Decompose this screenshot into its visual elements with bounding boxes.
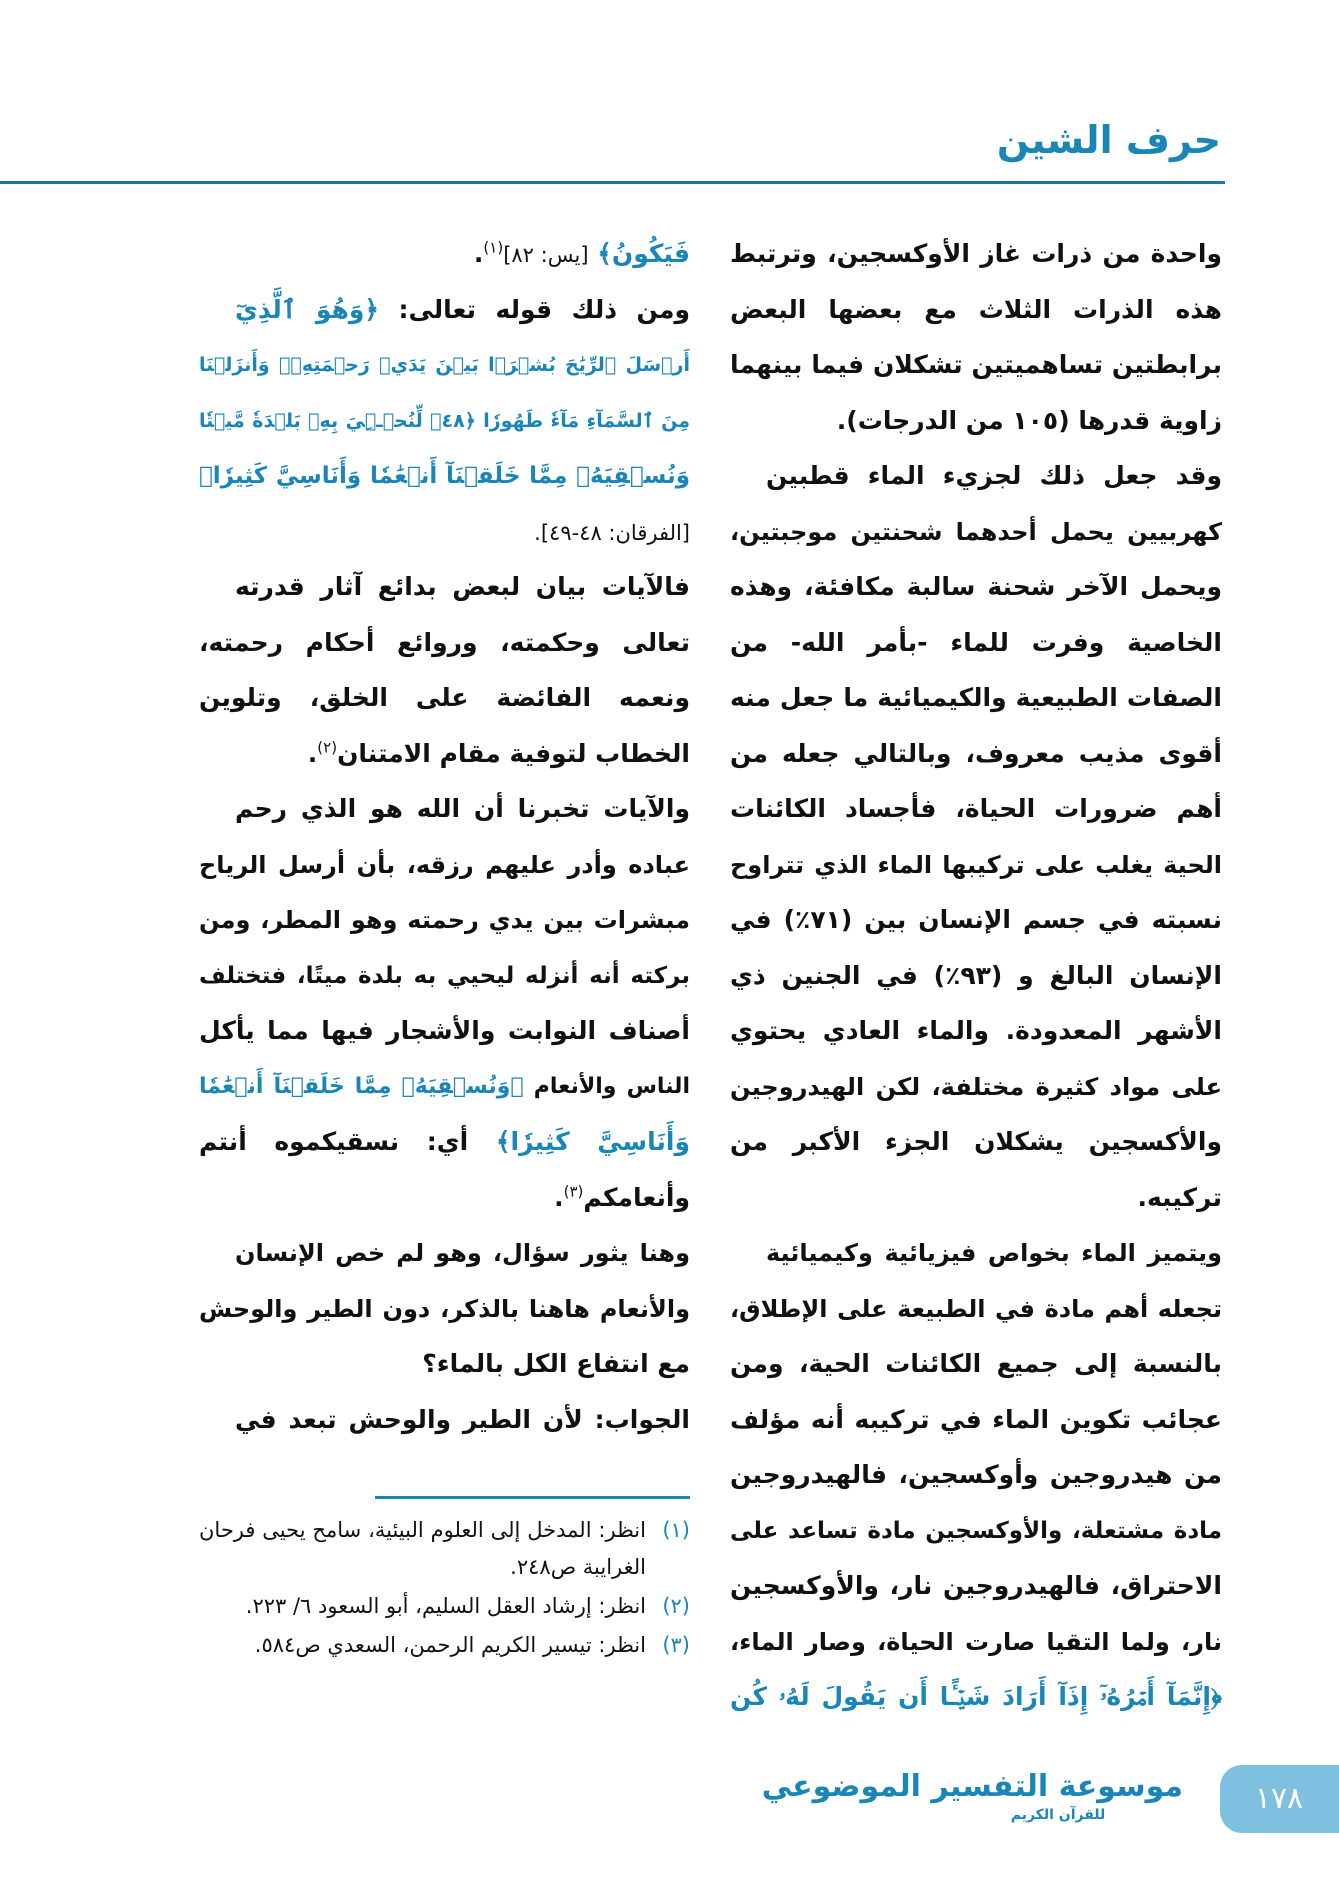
body-text: فالآيات بيان لبعض بدائع آثار قدرته [235, 572, 690, 601]
text-line [199, 892, 690, 948]
verse-reference: [يس: ٨٢] [503, 243, 589, 267]
text-line [730, 393, 1222, 449]
text-line [199, 1336, 690, 1392]
body-text: زاوية قدرها (١٠٥ من الدرجات). [836, 405, 1222, 435]
body-text: الصفات الطبيعية والكيميائية ما جعل منه [730, 683, 1222, 712]
body-text: عجائب تكوين الماء في تركيبه أنه مؤلف [730, 1404, 1222, 1434]
text-line [235, 1392, 690, 1448]
text-line [730, 1114, 1222, 1170]
body-text: الحية يغلب على تركيبها الماء الذي تتراوح [730, 850, 1222, 879]
body-text: تجعله أهم مادة في الطبيعة على الإطلاق، [730, 1294, 1222, 1323]
body-text: الاحتراق، فالهيدروجين نار، والأوكسجين [730, 1571, 1222, 1600]
body-text: هذه الذرات الثلاث مع بعضها البعض [730, 294, 1222, 324]
quran-verse: ﴿إِنَّمَآ أَمۡرُهُۥٓ إِذَآ أَرَادَ شَيۡـًٔا أَن يَقُولَ لَهُۥ كُن [730, 1682, 1222, 1711]
body-text: واحدة من ذرات غاز الأوكسجين، وترتبط [730, 239, 1222, 268]
text-line [199, 948, 690, 1004]
text-line [199, 1170, 690, 1226]
encyclopedia-logo [761, 1768, 1183, 1838]
text-line [730, 1281, 1222, 1337]
text-line [199, 337, 690, 393]
body-text: الجواب: [582, 1404, 690, 1434]
text-line [199, 226, 690, 282]
quran-verse: ﴿وَنُسۡقِيَهُۥ مِمَّا خَلَقۡنَآ أَنۡعَٰمٗا [199, 1073, 524, 1099]
body-text: كهربيين يحمل أحدهما شحنتين موجبتين، [730, 517, 1222, 546]
quran-verse: وَأَنَاسِيَّ كَثِيرٗا﴾ [468, 1127, 690, 1156]
footnote-number: (١) [662, 1518, 690, 1542]
text-line [730, 892, 1222, 948]
text-line [199, 615, 690, 671]
header-divider [0, 181, 1225, 184]
text-line [730, 1669, 1222, 1725]
body-text: وأنعامكم [583, 1182, 690, 1212]
body-text: برابطتين تساهميتين تشكلان فيما بينهما [730, 350, 1222, 379]
text-line [199, 1114, 690, 1170]
body-text: الخاصية وفرت للماء -بأمر الله- من [730, 627, 1222, 657]
text-line [235, 559, 690, 615]
body-text: وقد جعل ذلك لجزيء الماء قطبين [766, 461, 1222, 490]
quran-verse: مِنَ ٱلسَّمَآءِ مَآءٗ طَهُورٗا ﴿٤٨﴾ لِّنُحۡـِۧيَ بِهِۦ بَلۡدَةٗ مَّيۡتٗا [199, 409, 690, 432]
body-text: وهنا يثور سؤال، وهو لم خص الإنسان [235, 1239, 690, 1267]
text-line [730, 226, 1222, 282]
quran-verse: فَيَكُونُ﴾ [588, 239, 690, 268]
text-line [730, 1392, 1222, 1448]
text-line [730, 1558, 1222, 1614]
footnote-marker: (١) [483, 238, 504, 257]
text-line [730, 1336, 1222, 1392]
footnote-text: انظر: تيسير الكريم الرحمن، السعدي ص٥٨٤. [254, 1633, 646, 1657]
text-line [730, 1170, 1222, 1226]
body-text: الناس والأنعام [523, 1073, 690, 1099]
text-line [730, 781, 1222, 837]
body-text: أقوى مذيب معروف، وبالتالي جعله من [730, 738, 1222, 768]
footnote-divider [375, 1496, 690, 1499]
body-text: تركيبه. [1137, 1182, 1222, 1212]
text-line [199, 504, 690, 560]
footnote-text: انظر: المدخل إلى العلوم البيئية، سامح يحيى فرحان الغرايبة ص٢٤٨. [199, 1518, 646, 1579]
footnote-item [199, 1512, 690, 1586]
text-line [730, 670, 1222, 726]
text-line [730, 1059, 1222, 1115]
text-line [199, 837, 690, 893]
body-text: . [473, 239, 484, 268]
body-text: مع انتفاع الكل بالماء؟ [422, 1349, 690, 1378]
body-text: تعالى وحكمته، وروائع أحكام رحمته، [199, 627, 690, 657]
body-text: ونعمه الفائضة على الخلق، وتلوين [199, 683, 690, 712]
body-text: . [307, 738, 318, 768]
body-text: والأنعام هاهنا بالذكر، دون الطير والوحش [199, 1294, 690, 1323]
body-text: مادة مشتعلة، والأوكسجين مادة تساعد على [730, 1517, 1222, 1544]
text-line [730, 837, 1222, 893]
body-text: مبشرات بين يدي رحمته وهو المطر، ومن [199, 906, 690, 934]
body-text: أي: نسقيكموه أنتم [199, 1127, 469, 1156]
page-number-badge: ١٧٨ [1220, 1765, 1339, 1833]
body-text: الأشهر المعدودة. والماء العادي يحتوي [730, 1016, 1222, 1045]
body-text: الإنسان البالغ و (٩٣٪) في الجنين ذي [730, 960, 1222, 990]
text-line [730, 282, 1222, 338]
text-line [235, 781, 690, 837]
body-text: والآيات تخبرنا أن الله هو الذي رحم [235, 794, 690, 823]
verse-reference: [الفرقان: ٤٨-٤٩]. [534, 520, 690, 545]
body-text: على مواد كثيرة مختلفة، لكن الهيدروجين [730, 1072, 1222, 1101]
body-text: . [554, 1182, 564, 1212]
body-text: عباده وأدر عليهم رزقه، بأن أرسل الرياح [199, 850, 690, 879]
body-text: نار، ولما التقيا صارت الحياة، وصار الماء، [730, 1627, 1222, 1656]
footnote-number: (٣) [662, 1633, 690, 1657]
quran-verse: أَرۡسَلَ ٱلرِّيَٰحَ بُشۡرَۢا بَيۡنَ يَدَيۡ رَحۡمَتِهِۦۚ وَأَنزَلۡنَا [199, 354, 690, 376]
body-text: والأكسجين يشكلان الجزء الأكبر من [730, 1127, 1222, 1156]
footnote-text: انظر: إرشاد العقل السليم، أبو السعود ٦/ ٢٢٣. [245, 1594, 646, 1618]
text-line [199, 1003, 690, 1059]
chapter-title: حرف الشين [996, 118, 1221, 162]
text-line [730, 948, 1222, 1004]
text-line [730, 1614, 1222, 1670]
body-text: بالنسبة إلى جميع الكائنات الحية، ومن [730, 1349, 1222, 1378]
text-line [766, 448, 1222, 504]
logo-title: موسوعة التفسير الموضوعي [761, 1769, 1183, 1804]
text-line [199, 1281, 690, 1337]
body-text: أهم ضرورات الحياة، فأجساد الكائنات [730, 794, 1222, 823]
text-line [730, 559, 1222, 615]
text-line [766, 1225, 1222, 1281]
text-line [730, 337, 1222, 393]
body-text: ومن ذلك قوله تعالى: [379, 294, 690, 324]
text-line [199, 448, 690, 504]
body-text: ويحمل الآخر شحنة سالبة مكافئة، وهذه [730, 572, 1222, 601]
footnote-number: (٢) [662, 1594, 690, 1618]
body-text: بركته أنه أنزله ليحيي به بلدة ميتًا، فتختلف [199, 962, 690, 989]
footnotes [199, 1512, 690, 1666]
footnote-item [199, 1627, 690, 1664]
body-text: أصناف النوابت والأشجار فيها مما يأكل [199, 1016, 690, 1045]
text-line [730, 504, 1222, 560]
body-text: ويتميز الماء بخواص فيزيائية وكيميائية [766, 1239, 1222, 1267]
footnote-item [199, 1588, 690, 1625]
quran-verse: وَنُسۡقِيَهُۥ مِمَّا خَلَقۡنَآ أَنۡعَٰمٗا وَأَنَاسِيَّ كَثِيرٗا﴾ [199, 463, 690, 489]
body-text: لأن الطير والوحش تبعد في [235, 1404, 583, 1434]
footnote-marker: (٣) [563, 1182, 584, 1201]
text-line [235, 1225, 690, 1281]
text-line [730, 615, 1222, 671]
text-line [730, 726, 1222, 782]
body-text: نسبته في جسم الإنسان بين (٧١٪) في [730, 905, 1222, 934]
body-text: الخطاب لتوفية مقام الامتنان [337, 738, 690, 768]
text-line [730, 1503, 1222, 1559]
text-line [730, 1447, 1222, 1503]
quran-verse: ﴿وَهُوَ ٱلَّذِيٓ [235, 294, 380, 324]
text-line [730, 1003, 1222, 1059]
text-line [199, 726, 690, 782]
footnote-marker: (٢) [317, 738, 338, 757]
text-line [199, 393, 690, 449]
text-line [235, 282, 690, 338]
logo-subtitle: للقرآن الكريم [1010, 1807, 1106, 1823]
text-line [199, 670, 690, 726]
body-text: من هيدروجين وأوكسجين، فالهيدروجين [730, 1460, 1222, 1489]
text-line [199, 1059, 690, 1115]
